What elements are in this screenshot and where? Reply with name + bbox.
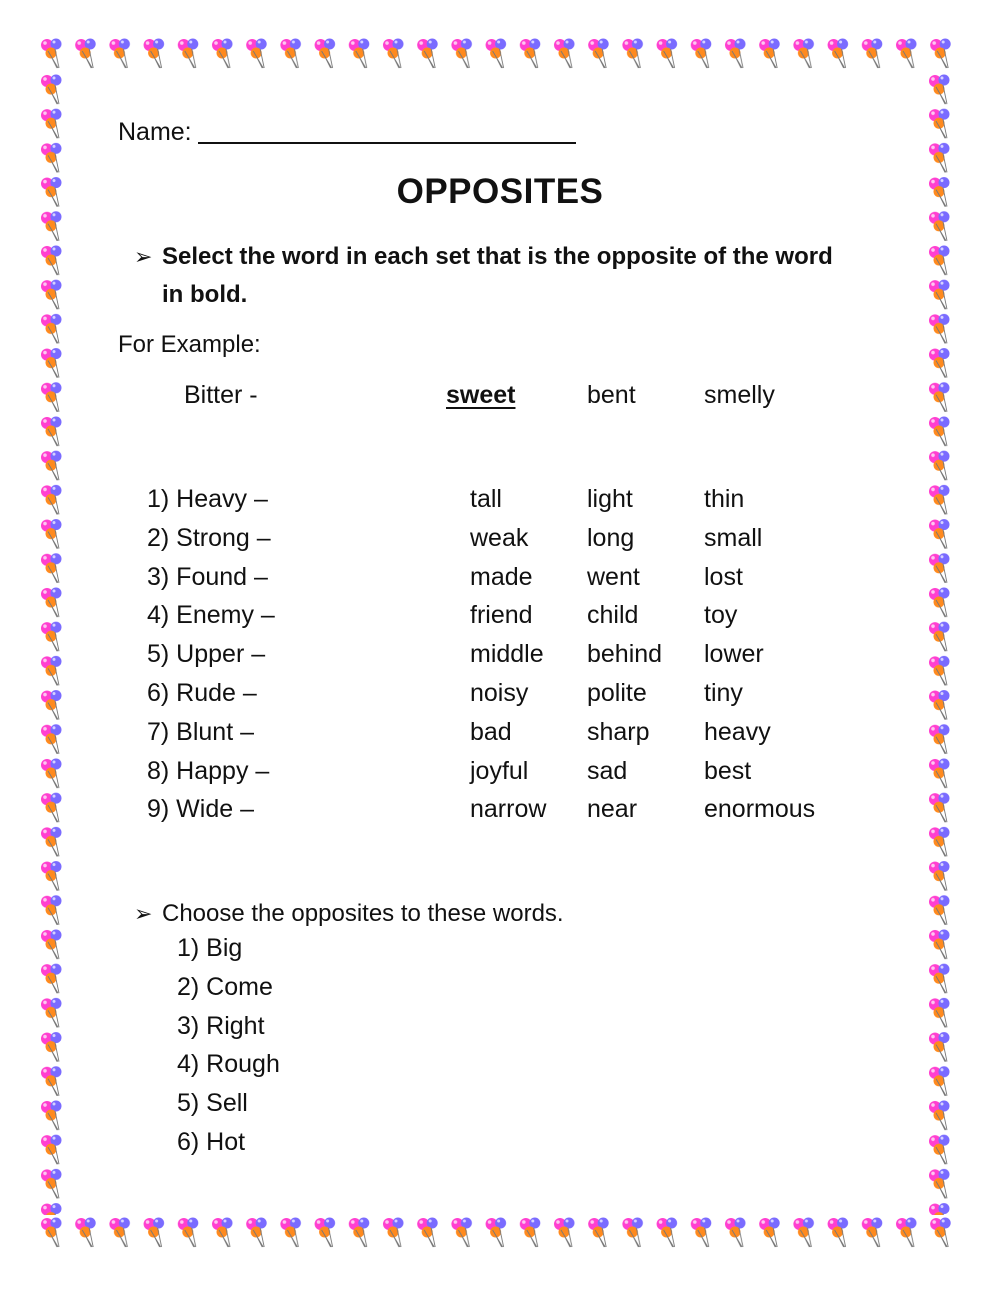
name-label: Name: [118,118,192,146]
answer-option[interactable]: child [587,601,639,630]
question-word: 3) Found – [147,562,268,591]
answer-option[interactable]: long [587,523,635,552]
answer-option[interactable]: made [470,562,533,591]
answer-option[interactable]: noisy [470,678,529,707]
example-row [0,381,1000,417]
question-row [0,485,1000,524]
answer-option[interactable]: behind [587,640,663,669]
answer-option[interactable]: tiny [704,678,743,707]
answer-option[interactable]: bad [470,717,512,746]
answer-option[interactable]: near [587,795,638,824]
question-word: 9) Wide – [147,795,254,824]
answer-option[interactable]: sad [587,756,628,785]
answer-option[interactable]: lower [704,640,764,669]
answer-option[interactable]: middle [470,640,544,669]
answer-option[interactable]: sharp [587,717,650,746]
answer-option[interactable]: lost [704,562,743,591]
instruction-choose-text: Choose the opposites to these words. [162,900,564,927]
instruction-select [134,238,854,314]
answer-option[interactable]: joyful [470,756,529,785]
answer-option[interactable]: heavy [704,717,771,746]
question-word: 1) Heavy – [147,485,268,513]
answer-option[interactable]: toy [704,601,738,630]
answer-option[interactable]: tall [470,485,502,513]
instruction-choose [134,895,854,933]
answer-option[interactable]: thin [704,485,745,513]
instruction-select-text: Select the word in each set that is the opposite of the word in bold. [162,243,833,308]
question-row [0,795,1000,834]
example-word: Bitter - [184,381,258,409]
question-word: 4) Enemy – [147,601,275,630]
question-word: 7) Blunt – [147,717,255,746]
arrow-bullet-icon: ➢ [134,244,153,269]
list-item: 3) Right [177,1011,265,1040]
question-row [0,524,1000,563]
question-word: 8) Happy – [147,756,270,785]
name-blank-line[interactable] [198,120,576,144]
answer-option[interactable]: narrow [470,795,547,824]
list-item: 6) Hot [177,1127,246,1156]
answer-option[interactable]: weak [470,523,529,552]
example-answer: sweet [446,381,516,409]
list-item: 4) Rough [177,1050,280,1079]
question-row [0,640,1000,679]
list-item: 5) Sell [177,1089,248,1118]
word-list [177,934,280,1167]
list-item: 2) Come [177,972,273,1001]
answer-option[interactable]: polite [587,678,647,707]
question-list [0,485,1000,834]
answer-option[interactable]: small [704,523,763,552]
question-row [0,757,1000,796]
question-row [0,679,1000,718]
example-option: smelly [704,381,775,409]
answer-option[interactable]: friend [470,601,533,630]
answer-option[interactable]: went [587,562,640,591]
example-option: bent [587,381,636,409]
answer-option[interactable]: enormous [704,795,816,824]
question-row [0,718,1000,757]
question-word: 5) Upper – [147,640,266,669]
question-word: 6) Rude – [147,678,257,707]
example-label: For Example: [118,331,261,358]
question-word: 2) Strong – [147,523,271,552]
answer-option[interactable]: light [587,485,633,513]
arrow-bullet-icon: ➢ [134,901,153,926]
answer-option[interactable]: best [704,756,752,785]
page-title: OPPOSITES [396,172,604,211]
question-row [0,563,1000,602]
question-row [0,601,1000,640]
name-field[interactable] [118,118,576,147]
list-item: 1) Big [177,934,243,962]
